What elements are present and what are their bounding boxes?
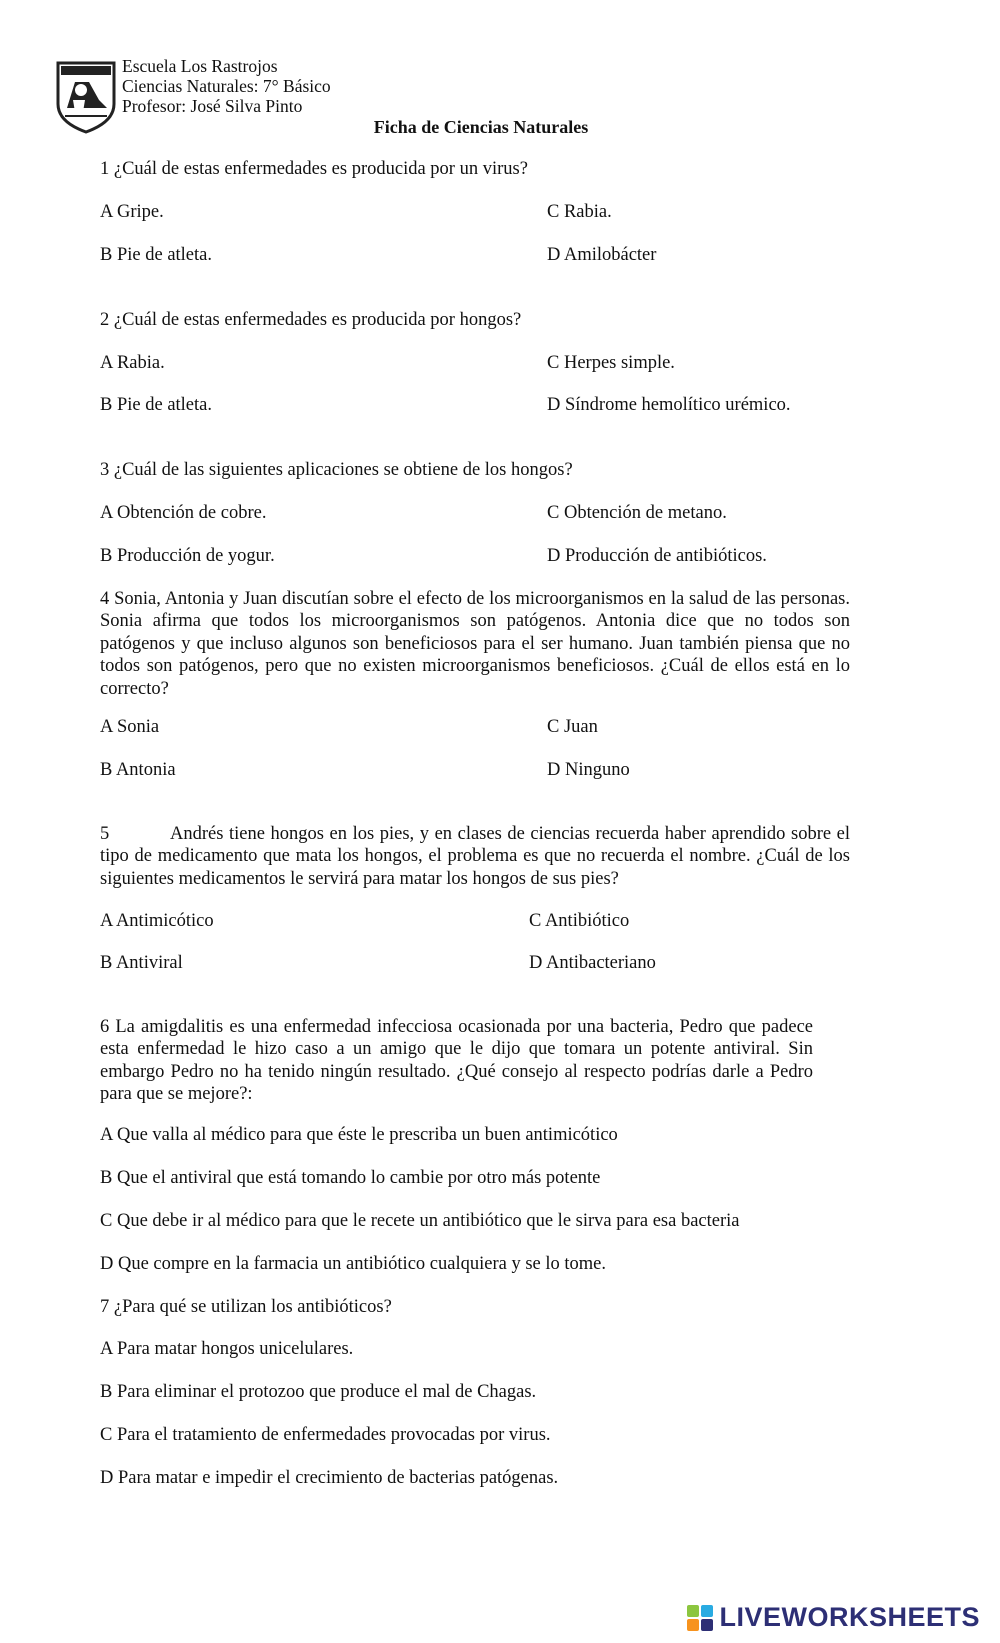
question-5 [100,823,850,890]
q4-option-a[interactable]: A Sonia [100,717,160,737]
q4-option-c[interactable]: C Juan [547,717,598,737]
question-5-text: Andrés tiene hongos en los pies, y en clases de ciencias recuerda haber aprendido sobre el tipo de medicamento que mata los hongos, el problema es que no recuerda el nombre. ¿Cuál de los siguientes medicamentos le servirá para matar los hongos de sus pies? [100,824,850,889]
q3-option-d[interactable]: D Producción de antibióticos. [547,546,767,566]
q2-option-b[interactable]: B Pie de atleta. [100,395,212,415]
q2-option-c[interactable]: C Herpes simple. [547,353,675,373]
liveworksheets-badge-icon [687,1605,713,1631]
question-2: 2 ¿Cuál de estas enfermedades es producida por hongos? [100,310,522,330]
teacher-line: Profesor: José Silva Pinto [122,96,303,116]
q3-option-b[interactable]: B Producción de yogur. [100,546,275,566]
q4-option-b[interactable]: B Antonia [100,760,176,780]
q1-option-b[interactable]: B Pie de atleta. [100,245,212,265]
q3-option-c[interactable]: C Obtención de metano. [547,503,727,523]
q1-option-a[interactable]: A Gripe. [100,202,164,222]
q6-option-b[interactable]: B Que el antiviral que está tomando lo cambie por otro más potente [100,1168,601,1188]
q5-option-d[interactable]: D Antibacteriano [529,953,656,973]
q2-option-a[interactable]: A Rabia. [100,353,165,373]
question-5-number: 5 [100,824,110,844]
question-7: 7 ¿Para qué se utilizan los antibióticos? [100,1297,392,1317]
school-name: Escuela Los Rastrojos [122,56,278,76]
q5-option-a[interactable]: A Antimicótico [100,911,214,931]
liveworksheets-wordmark: LIVEWORKSHEETS [719,1602,980,1632]
q7-option-a[interactable]: A Para matar hongos unicelulares. [100,1339,354,1359]
q7-option-c[interactable]: C Para el tratamiento de enfermedades provocadas por virus. [100,1425,551,1445]
q1-option-c[interactable]: C Rabia. [547,202,612,222]
question-1: 1 ¿Cuál de estas enfermedades es producida por un virus? [100,159,528,179]
q4-option-d[interactable]: D Ninguno [547,760,630,780]
question-4: 4 Sonia, Antonia y Juan discutían sobre el efecto de los microorganismos en la salud de las personas. Sonia afirma que todos los microorganismos son patógenos. Antonia dice que no todos son patógenos y que incluso algunos son beneficiosos para el ser humano. Juan también piensa que no todos son patógenos, pero que no existen microorganismos beneficiosos. ¿Cuál de ellos está en lo correcto? [100,589,850,699]
q6-option-a[interactable]: A Que valla al médico para que éste le prescriba un buen antimicótico [100,1125,618,1145]
liveworksheets-logo [687,1602,980,1633]
q1-option-d[interactable]: D Amilobácter [547,245,657,265]
q6-option-d[interactable]: D Que compre en la farmacia un antibiótico cualquiera y se lo tome. [100,1254,606,1274]
q6-option-c[interactable]: C Que debe ir al médico para que le recete un antibiótico que le sirva para esa bacteria [100,1211,740,1231]
q5-option-c[interactable]: C Antibiótico [529,911,630,931]
q7-option-d[interactable]: D Para matar e impedir el crecimiento de bacterias patógenas. [100,1468,559,1488]
question-6: 6 La amigdalitis es una enfermedad infecciosa ocasionada por una bacteria, Pedro que padece esta enfermedad le hizo caso a un amigo que le dijo que tomara un potente antiviral. Sin embargo Pedro no ha tenido ningún resultado. ¿Qué consejo al respecto podrías darle a Pedro para que se mejore?: [100,1017,813,1105]
q7-option-b[interactable]: B Para eliminar el protozoo que produce el mal de Chagas. [100,1382,537,1402]
subject-line: Ciencias Naturales: 7° Básico [122,76,331,96]
q3-option-a[interactable]: A Obtención de cobre. [100,503,267,523]
question-3: 3 ¿Cuál de las siguientes aplicaciones se obtiene de los hongos? [100,460,573,480]
page-title: Ficha de Ciencias Naturales [373,117,589,137]
q5-option-b[interactable]: B Antiviral [100,953,183,973]
q2-option-d[interactable]: D Síndrome hemolítico urémico. [547,395,791,415]
